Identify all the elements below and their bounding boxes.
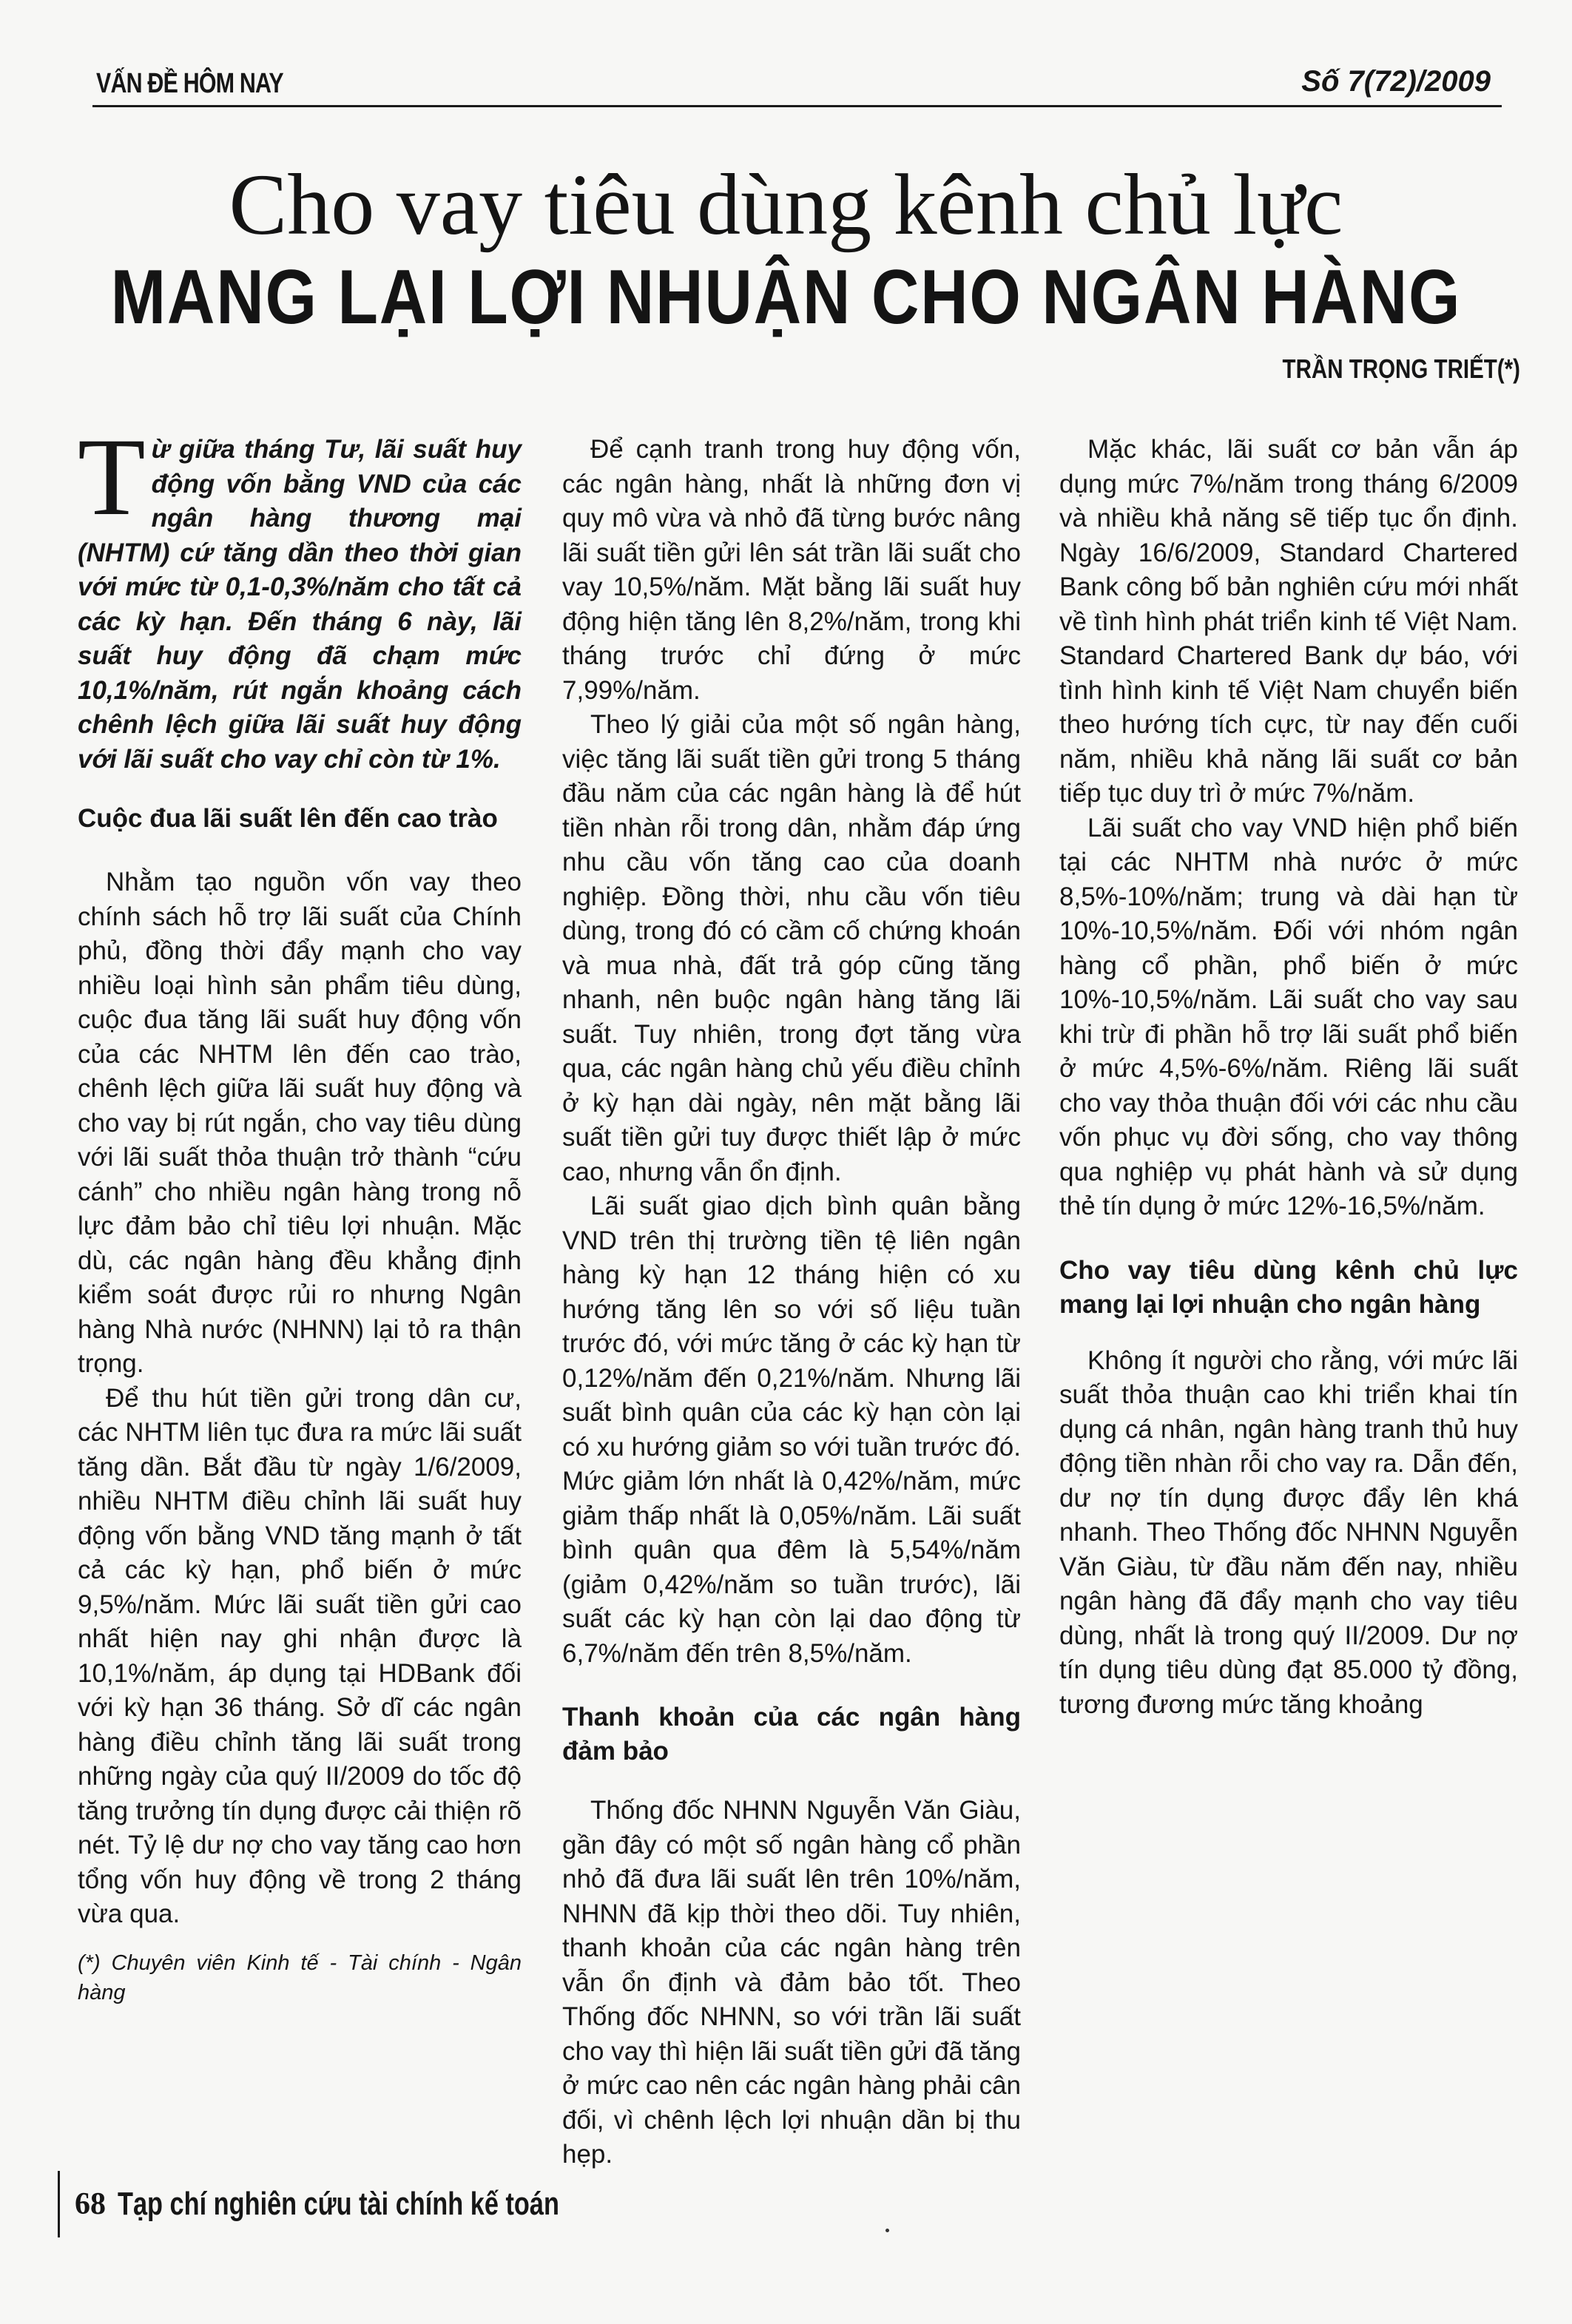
body-paragraph: Để cạnh tranh trong huy động vốn, các ngân hàng, nhất là những đơn vị quy mô vừa và nhỏ đã từng bước nâng lãi suất tiền gửi lên sát trần lãi suất cho vay 10,5%/năm. Mặt bằng lãi suất huy động hiện tăng lên 8,2%/năm, trong khi tháng trước chỉ đứng ở mức 7,99%/năm. xyxy=(562,435,1021,705)
body-paragraph: Theo lý giải của một số ngân hàng, việc tăng lãi suất tiền gửi trong 5 tháng đầu năm của các ngân hàng là để hút tiền nhàn rỗi trong dân, nhằm đáp ứng nhu cầu vốn tăng cao của doanh nghiệp. Đồng thời, nhu cầu vốn tiêu dùng, trong đó có cầm cố chứng khoán và mua nhà, đất trả góp cũng tăng nhanh, nên buộc ngân hàng tăng lãi suất. Tuy nhiên, trong đợt tăng vừa qua, các ngân hàng chủ yếu điều chỉnh ở kỳ hạn dài ngày, nên mặt bằng lãi suất tiền gửi tuy được thiết lập ở mức cao, nhưng vẫn ổn định. xyxy=(562,710,1021,1186)
column-3 xyxy=(1059,433,1518,1722)
footer-rule xyxy=(58,2171,60,2237)
lead-text: ừ giữa tháng Tư, lãi suất huy động vốn bằng VND của các ngân hàng thương mại (NHTM) cứ tăng dần theo thời gian với mức từ 0,1-0,3%/năm cho tất cả các kỳ hạn. Đến tháng 6 này, lãi suất huy động đã chạm mức 10,1%/năm, rút ngắn khoảng cách chênh lệch giữa lãi suất huy động với lãi suất cho vay chỉ còn từ 1%. xyxy=(78,435,522,774)
section-heading: Cuộc đua lãi suất lên đến cao trào xyxy=(78,804,498,833)
article-subtitle: MANG LẠI LỢI NHUẬN CHO NGÂN HÀNG xyxy=(110,254,1462,340)
section-heading: Cho vay tiêu dùng kênh chủ lực mang lại lợi nhuận cho ngân hàng xyxy=(1059,1255,1518,1319)
journal-name: Tạp chí nghiên cứu tài chính kế toán xyxy=(118,2186,559,2222)
section-label: VẤN ĐỀ HÔM NAY xyxy=(96,68,283,99)
body-paragraph: Mặc khác, lãi suất cơ bản vẫn áp dụng mức 7%/năm trong tháng 6/2009 và nhiều khả năng sẽ tiếp tục ổn định. Ngày 16/6/2009, Standard Chartered Bank công bố bản nghiên cứu mới nhất về tình hình phát triển kinh tế Việt Nam. Standard Chartered Bank dự báo, với tình hình kinh tế Việt Nam chuyển biến theo hướng tích cực, từ nay đến cuối năm, nhiều khả năng lãi suất cơ bản tiếp tục duy trì ở mức 7%/năm. xyxy=(1059,435,1518,808)
author-byline: TRẦN TRỌNG TRIẾT(*) xyxy=(1282,354,1520,384)
drop-cap: T xyxy=(78,416,146,538)
page-number: 68 xyxy=(75,2187,106,2221)
column-1 xyxy=(78,416,522,2007)
page-footer xyxy=(58,2171,684,2237)
column-2 xyxy=(562,433,1021,2172)
body-paragraph: Nhằm tạo nguồn vốn vay theo chính sách hỗ trợ lãi suất của Chính phủ, đồng thời đẩy mạnh cho vay nhiều loại hình sản phẩm tiêu dùng, cuộc đua tăng lãi suất huy động vốn của các NHTM lên đến cao trào, chênh lệch giữa lãi suất huy động và cho vay bị rút ngắn, cho vay tiêu dùng với lãi suất thỏa thuận trở thành “cứu cánh” cho nhiều ngân hàng trong nỗ lực đảm bảo chỉ tiêu lợi nhuận. Mặc dù, các ngân hàng đều khẳng định kiểm soát được rủi ro nhưng Ngân hàng Nhà nước (NHNN) lại tỏ ra thận trọng. xyxy=(78,868,522,1378)
body-paragraph: Để thu hút tiền gửi trong dân cư, các NHTM liên tục đưa ra mức lãi suất tăng dần. Bắt đầu từ ngày 1/6/2009, nhiều NHTM điều chỉnh lãi suất huy động vốn bằng VND tăng mạnh ở tất cả các kỳ hạn, phổ biến ở mức 9,5%/năm. Mức lãi suất tiền gửi cao nhất hiện nay ghi nhận được là 10,1%/năm, áp dụng tại HDBank đối với kỳ hạn 36 tháng. Sở dĩ các ngân hàng điều chỉnh tăng lãi suất trong những ngày của quý II/2009 do tốc độ tăng trưởng tín dụng được cải thiện rõ nét. Tỷ lệ dư nợ cho vay tăng cao hơn tổng vốn huy động về trong 2 tháng vừa qua. xyxy=(78,1383,522,1928)
article-title: Cho vay tiêu dùng kênh chủ lực xyxy=(229,156,1343,253)
print-speck xyxy=(885,2229,889,2232)
body-paragraph: Lãi suất giao dịch bình quân bằng VND trên thị trường tiền tệ liên ngân hàng kỳ hạn 12 tháng hiện có xu hướng tăng lên so với số liệu tuần trước đó, với mức tăng ở các kỳ hạn từ 0,12%/năm đến 0,21%/năm. Nhưng lãi suất bình quân của các kỳ hạn còn lại có xu hướng giảm so với tuần trước đó. Mức giảm lớn nhất là 0,42%/năm, mức giảm thấp nhất là 0,05%/năm. Lãi suất bình quân qua đêm là 5,54%/năm (giảm 0,42%/năm so tuần trước), lãi suất các kỳ hạn còn lại dao động từ 6,7%/năm đến trên 8,5%/năm. xyxy=(562,1192,1021,1668)
footnote: (*) Chuyên viên Kinh tế - Tài chính - Ngân hàng xyxy=(78,1950,522,2004)
body-paragraph: Thống đốc NHNN Nguyễn Văn Giàu, gần đây có một số ngân hàng cổ phần nhỏ đã đưa lãi suất lên trên 10%/năm, NHNN đã kịp thời theo dõi. Tuy nhiên, thanh khoản của các ngân hàng trên vẫn ổn định và đảm bảo tốt. Theo Thống đốc NHNN, so với trần lãi suất cho vay thì hiện lãi suất tiền gửi đã tăng ở mức cao nên các ngân hàng phải cân đối, vì chênh lệch lợi nhuận dần bị thu hẹp. xyxy=(562,1796,1021,2169)
header-divider xyxy=(92,105,1502,107)
body-paragraph: Lãi suất cho vay VND hiện phổ biến tại các NHTM nhà nước ở mức 8,5%-10%/năm; trung và dài hạn từ 10%-10,5%/năm. Đối với nhóm ngân hàng cổ phần, phổ biến ở mức 10%-10,5%/năm. Lãi suất cho vay sau khi trừ đi phần hỗ trợ lãi suất phổ biến ở mức 4,5%-6%/năm. Riêng lãi suất cho vay thỏa thuận đối với các nhu cầu vốn phục vụ đời sống, cho vay thông qua nghiệp vụ phát hành và sử dụng thẻ tín dụng ở mức 12%-16,5%/năm. xyxy=(1059,813,1518,1220)
section-heading: Thanh khoản của các ngân hàng đảm bảo xyxy=(562,1703,1021,1766)
issue-number: Số 7(72)/2009 xyxy=(1301,65,1491,98)
lead-paragraph xyxy=(78,416,522,777)
body-paragraph: Không ít người cho rằng, với mức lãi suất thỏa thuận cao khi triển khai tín dụng cá nhân, ngân hàng tranh thủ huy động tiền nhàn rỗi cho vay ra. Dẫn đến, dư nợ tín dụng được đẩy lên khá nhanh. Theo Thống đốc NHNN Nguyễn Văn Giàu, từ đầu năm đến nay, nhiều ngân hàng đã đẩy mạnh cho vay tiêu dùng, nhất là trong quý II/2009. Dư nợ tín dụng tiêu dùng đạt 85.000 tỷ đồng, tương đương mức tăng khoảng xyxy=(1059,1345,1518,1719)
